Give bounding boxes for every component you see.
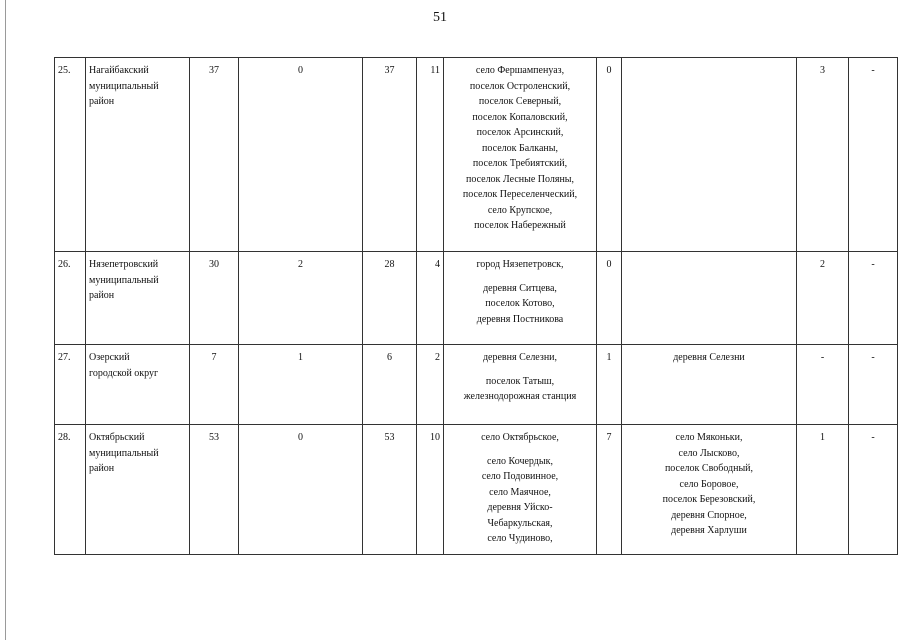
row-number: 28. — [55, 425, 86, 555]
list-item: село Крупское, — [487, 204, 553, 216]
cell-value: - — [849, 252, 898, 345]
list-item: Чебаркульская, — [487, 517, 553, 529]
page-number: 51 — [433, 10, 447, 25]
list-item: село Лысково, — [678, 447, 740, 459]
cell-value: 37 — [190, 58, 239, 252]
list-item: поселок Свободный, — [664, 463, 754, 474]
list-item: село Фершампенуаз, — [475, 65, 565, 76]
table-row — [55, 345, 898, 425]
settlements-list — [444, 252, 597, 345]
settlements-list — [444, 425, 597, 555]
cell-value: 0 — [239, 58, 363, 252]
cell-value: - — [849, 425, 898, 555]
list-item — [447, 273, 593, 281]
list-item: город Нязепетровск, — [476, 259, 564, 270]
row-number: 26. — [55, 252, 86, 345]
list-item: деревня Селезни, — [482, 352, 558, 363]
cell-value: 1 — [597, 345, 622, 425]
cell-value: 6 — [363, 345, 417, 425]
settlements-list — [444, 345, 597, 425]
list-item: Озерский — [89, 352, 130, 363]
cell-value: 2 — [417, 345, 444, 425]
list-item: село Октябрьское, — [481, 432, 559, 443]
row-number: 27. — [55, 345, 86, 425]
cell-value: 0 — [239, 425, 363, 555]
table-body — [55, 58, 898, 555]
list-item: поселок Балканы, — [482, 142, 558, 154]
list-item: поселок Набережный — [474, 220, 566, 231]
cell-value: 3 — [797, 58, 849, 252]
list-item: село Чудиново, — [487, 533, 553, 544]
cell-value: 4 — [417, 252, 444, 345]
table-row — [55, 252, 898, 345]
cell-value: - — [797, 345, 849, 425]
list-item: поселок Котово, — [485, 298, 555, 309]
cell-value: 7 — [190, 345, 239, 425]
municipal-settlements-table — [54, 57, 898, 555]
settlements-list-secondary — [622, 425, 797, 555]
list-item: поселок Требиятский, — [472, 158, 568, 169]
list-item: муниципальный — [89, 447, 159, 459]
list-item: поселок Березовский, — [662, 494, 756, 505]
municipality-name — [86, 58, 190, 252]
list-item: район — [89, 96, 115, 107]
cell-value: - — [849, 58, 898, 252]
list-item: село Подовинное, — [481, 471, 559, 482]
list-item: городской округ — [89, 367, 159, 379]
list-item: поселок Северный, — [478, 96, 562, 107]
list-item: поселок Арсинский, — [476, 127, 564, 138]
list-item: поселок Татыш, — [485, 375, 555, 387]
list-item: поселок Лесные Поляны, — [465, 173, 575, 185]
list-item: деревня Спорное, — [671, 509, 747, 521]
municipality-name — [86, 252, 190, 345]
list-item: поселок Копаловский, — [472, 111, 568, 123]
cell-value: 0 — [597, 252, 622, 345]
list-item: село Мяконьки, — [675, 432, 743, 443]
settlements-list-secondary — [622, 58, 797, 252]
settlements-list-secondary — [622, 252, 797, 345]
cell-value: - — [849, 345, 898, 425]
municipality-name — [86, 425, 190, 555]
list-item: район — [89, 290, 115, 301]
list-item: село Боровое, — [679, 478, 739, 490]
settlements-list — [444, 58, 597, 252]
cell-value: 11 — [417, 58, 444, 252]
list-item: Нагайбакский — [89, 65, 149, 76]
page-margin-line — [5, 0, 6, 640]
municipality-name — [86, 345, 190, 425]
list-item: Нязепетровский — [89, 259, 159, 270]
list-item: район — [89, 463, 115, 474]
cell-value: 2 — [239, 252, 363, 345]
list-item — [447, 366, 593, 374]
list-item: деревня Уйско- — [487, 502, 553, 513]
cell-value: 1 — [797, 425, 849, 555]
cell-value: 1 — [239, 345, 363, 425]
cell-value: 37 — [363, 58, 417, 252]
list-item: деревня Ситцева, — [483, 282, 557, 294]
list-item: железнодорожная станция — [463, 391, 577, 402]
list-item: село Маячное, — [489, 486, 551, 498]
cell-value: 30 — [190, 252, 239, 345]
list-item — [447, 446, 593, 454]
cell-value: 0 — [597, 58, 622, 252]
list-item: деревня Селезни — [673, 352, 745, 363]
list-item: муниципальный — [89, 80, 159, 92]
settlements-list-secondary — [622, 345, 797, 425]
list-item: Октябрьский — [89, 432, 145, 443]
list-item: деревня Харлуши — [671, 525, 747, 536]
cell-value: 10 — [417, 425, 444, 555]
cell-value: 2 — [797, 252, 849, 345]
table-row — [55, 425, 898, 555]
list-item: муниципальный — [89, 274, 159, 286]
cell-value: 53 — [363, 425, 417, 555]
cell-value: 53 — [190, 425, 239, 555]
row-number: 25. — [55, 58, 86, 252]
list-item: поселок Остроленский, — [469, 80, 571, 92]
list-item: поселок Переселенческий, — [462, 189, 578, 200]
list-item: село Кочердык, — [487, 455, 553, 467]
cell-value: 7 — [597, 425, 622, 555]
cell-value: 28 — [363, 252, 417, 345]
table-row — [55, 58, 898, 252]
list-item: деревня Постникова — [476, 313, 564, 325]
